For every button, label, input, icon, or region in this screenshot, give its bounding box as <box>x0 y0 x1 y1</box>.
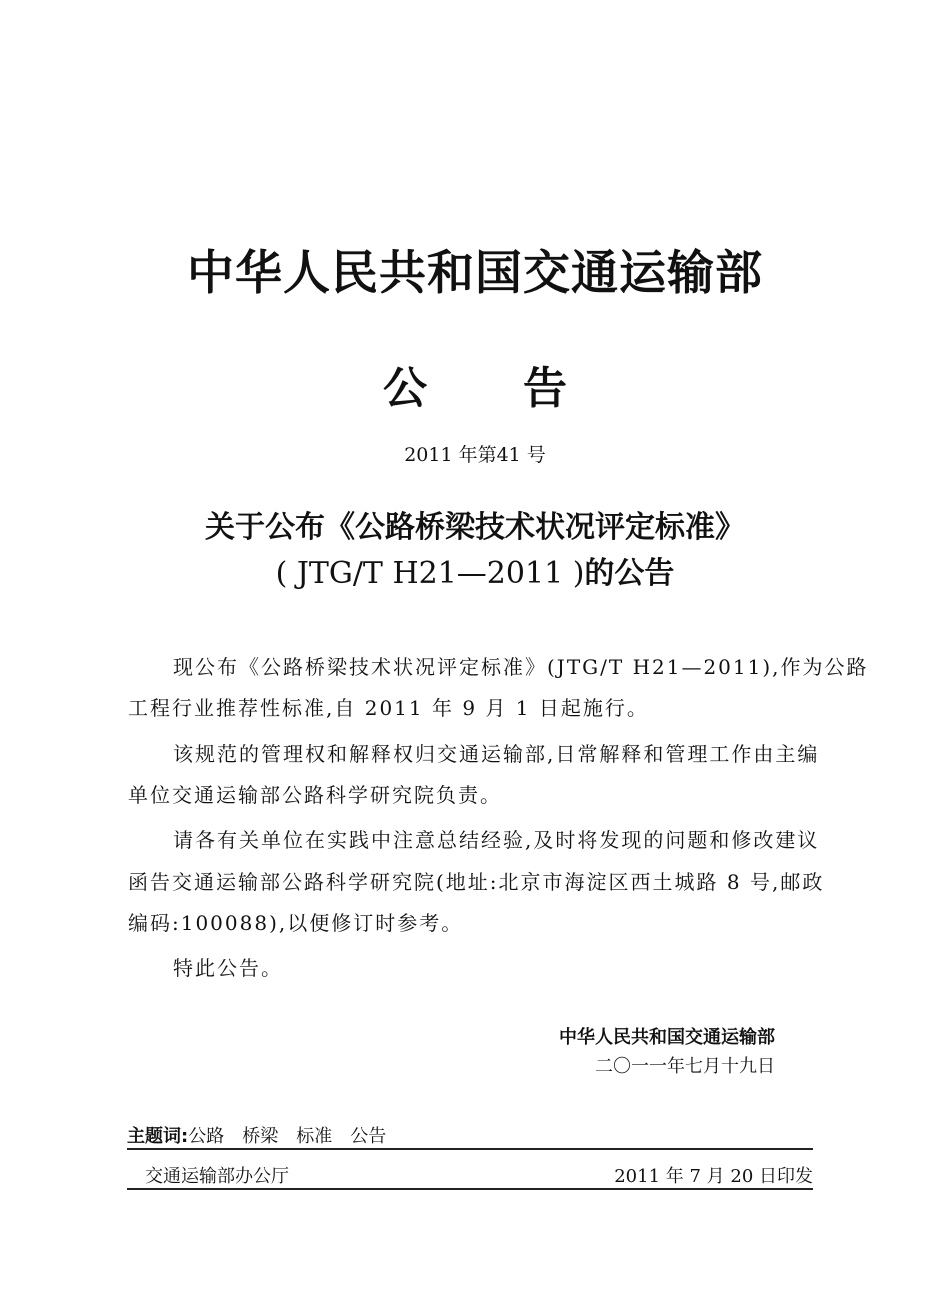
organization-title: 中华人民共和国交通运输部 <box>187 246 763 301</box>
headline-line-2 <box>0 548 950 592</box>
headline-suffix: 的公告 <box>584 556 675 591</box>
keywords-line <box>127 1122 404 1148</box>
keyword-item: 标准 <box>296 1126 333 1147</box>
document-type-heading <box>0 352 950 416</box>
body-line-1: 现公布《公路桥梁技术状况评定标准》(JTG/T H21—2011),作为公路 <box>173 655 869 679</box>
signature-date: 二〇一一年七月十九日 <box>595 1056 775 1077</box>
keyword-item: 桥梁 <box>242 1126 279 1147</box>
footer-rule-top <box>127 1148 813 1150</box>
issuing-office: 交通运输部办公厅 <box>145 1166 289 1187</box>
keyword-item: 公路 <box>188 1126 225 1147</box>
body-line-7: 编码:100088),以便修订时参考。 <box>128 911 464 935</box>
footer-rule-bottom <box>127 1188 813 1190</box>
standard-code: ( JTG/T H21—2011 ) <box>275 556 585 591</box>
document-type-char-2: 告 <box>523 363 567 414</box>
body-line-4: 单位交通运输部公路科学研究院负责。 <box>128 783 502 807</box>
signature-organization: 中华人民共和国交通运输部 <box>559 1027 775 1048</box>
headline-line-1: 关于公布《公路桥梁技术状况评定标准》 <box>205 510 745 545</box>
body-line-6: 函告交通运输部公路科学研究院(地址:北京市海淀区西土城路 8 号,邮政 <box>128 870 825 894</box>
document-type-char-1: 公 <box>383 363 427 414</box>
keyword-item: 公告 <box>350 1126 387 1147</box>
body-line-8: 特此公告。 <box>173 956 283 980</box>
keywords-label: 主题词: <box>127 1126 189 1147</box>
body-line-3: 该规范的管理权和解释权归交通运输部,日常解释和管理工作由主编 <box>173 742 820 766</box>
body-line-2: 工程行业推荐性标准,自 2011 年 9 月 1 日起施行。 <box>128 696 649 720</box>
issue-date: 2011 年 7 月 20 日印发 <box>614 1166 813 1187</box>
document-number: 2011 年第41 号 <box>404 444 546 466</box>
body-line-5: 请各有关单位在实践中注意总结经验,及时将发现的问题和修改建议 <box>173 828 820 852</box>
